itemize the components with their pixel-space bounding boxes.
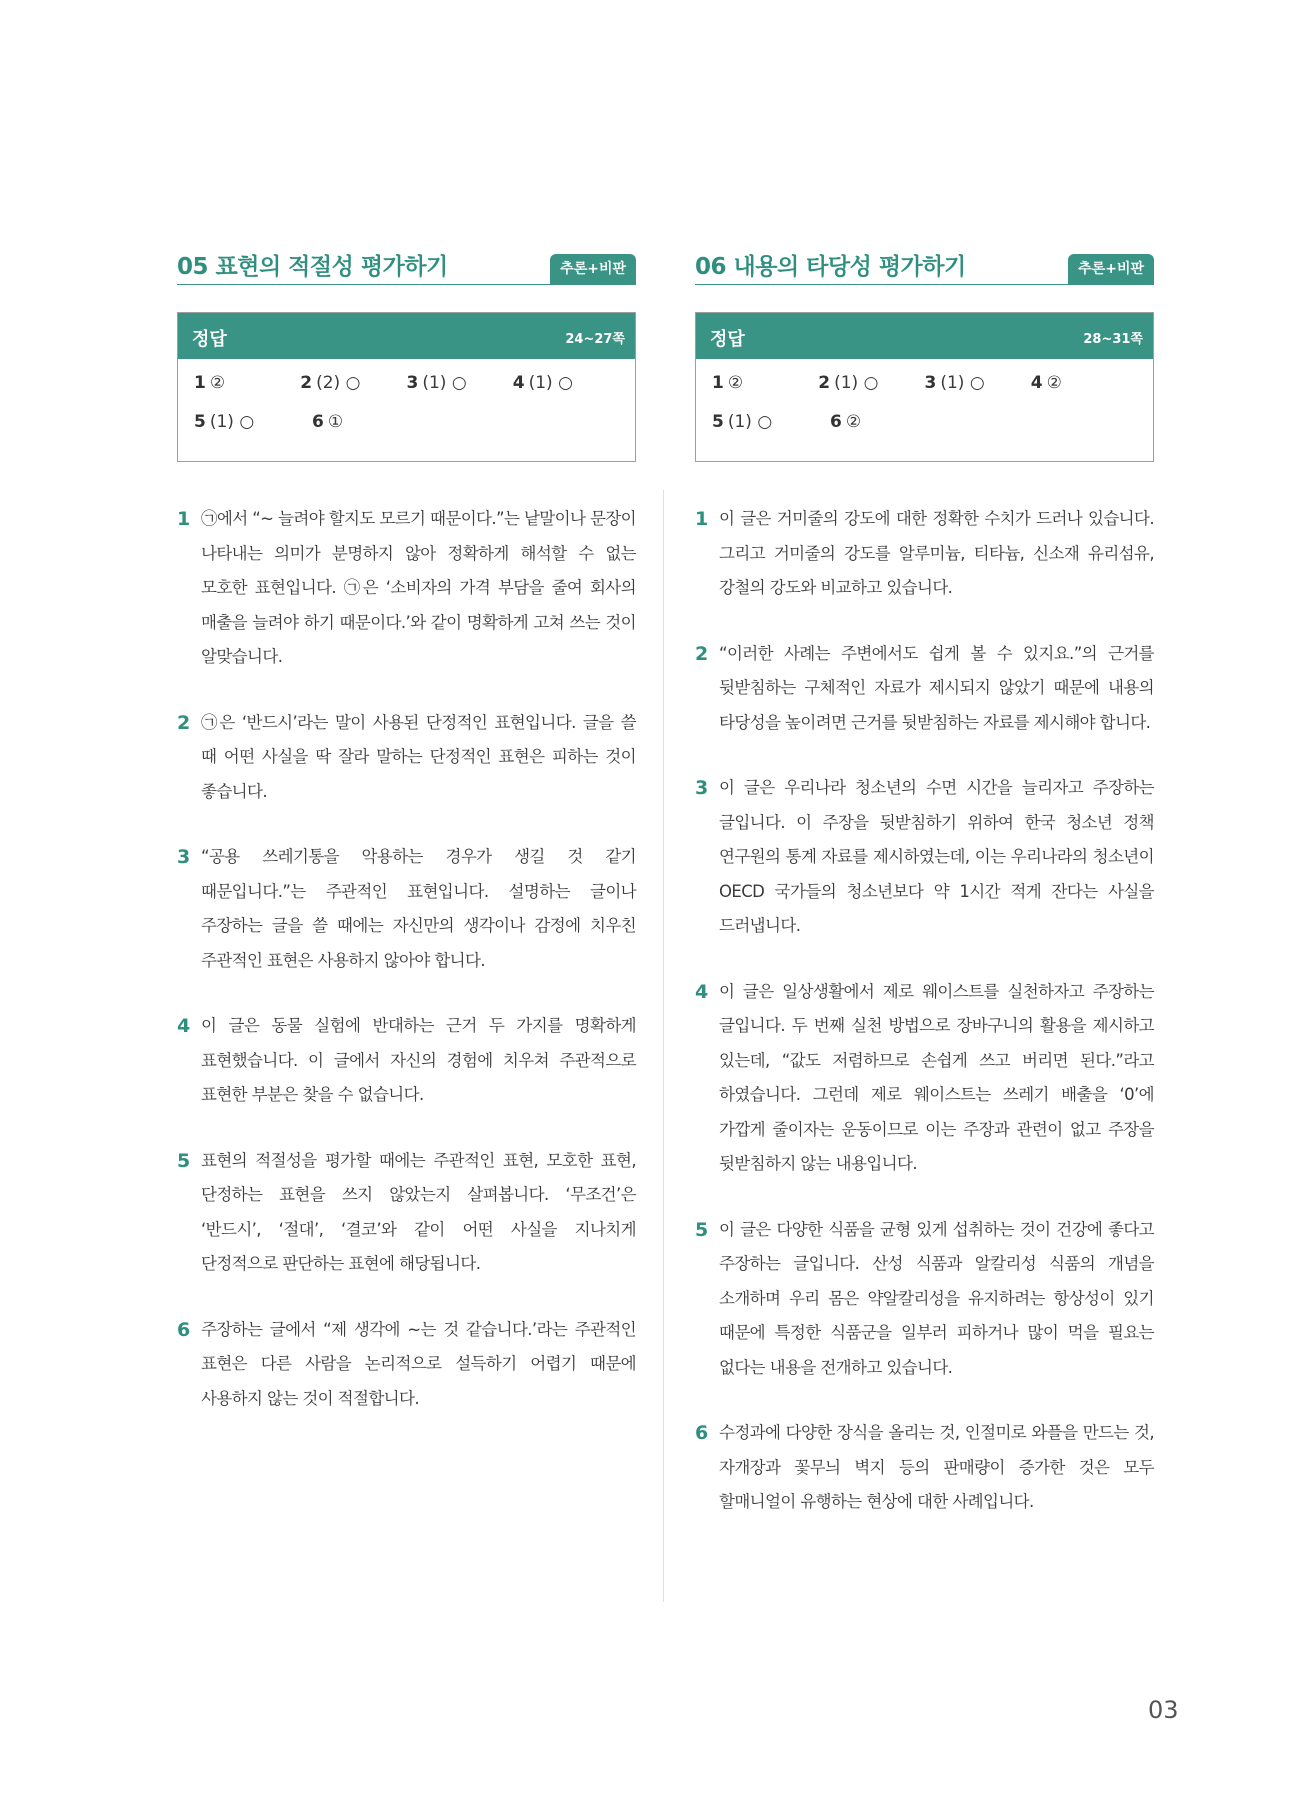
item-text: 수정과에 다양한 장식을 올리는 것, 인절미로 와플을 만드는 것, 자개장과 꽃무늬 벽지 등의 판매량이 증가한 것은 모두 할매니얼이 유행하는 현상에 대한 사례입니다. [719, 1423, 1154, 1511]
answer-value: (1) ○ [528, 373, 573, 393]
item-number: 3 [695, 777, 709, 799]
answer-value: ② [845, 412, 862, 432]
answer-value: (1) ○ [940, 373, 985, 393]
answer-number: 4 [512, 373, 525, 393]
answer-value: ② [209, 373, 226, 393]
right-column [695, 248, 1154, 1551]
answer-row [712, 412, 1137, 451]
answer-cell [513, 373, 619, 412]
answer-cell [818, 373, 924, 412]
explanation-item [177, 706, 636, 810]
section-title: 05 표현의 적절성 평가하기 [177, 254, 448, 280]
section-tag: 추론+비판 [1068, 254, 1154, 284]
answer-cell [1031, 373, 1137, 412]
answer-cell [312, 412, 430, 451]
section-tag: 추론+비판 [550, 254, 636, 284]
explanation-item [695, 975, 1154, 1182]
answer-number: 3 [406, 373, 419, 393]
item-text: 이 글은 거미줄의 강도에 대한 정확한 수치가 드러나 있습니다. 그리고 거미줄의 강도를 알루미늄, 티타늄, 신소재 유리섬유, 강철의 강도와 비교하고 있습니다. [719, 509, 1154, 597]
answer-number: 5 [712, 412, 724, 432]
answer-cell [712, 412, 830, 451]
explanation-list [695, 502, 1154, 1520]
answer-value: ① [327, 412, 344, 432]
answer-pages: 28~31쪽 [1083, 332, 1143, 347]
explanation-item [177, 1144, 636, 1282]
answer-box [695, 312, 1154, 462]
item-number: 2 [177, 711, 191, 734]
answer-row [194, 373, 619, 412]
answer-cell [300, 373, 406, 412]
item-number: 2 [695, 642, 709, 665]
section-header [695, 248, 1154, 285]
explanation-item [177, 1009, 636, 1113]
answer-number: 6 [830, 412, 842, 432]
answer-value: (2) ○ [316, 373, 361, 393]
item-number: 1 [177, 508, 191, 530]
answer-cell [407, 373, 513, 412]
answer-number: 3 [924, 373, 937, 393]
item-number: 6 [177, 1318, 191, 1341]
explanation-item [177, 1313, 636, 1417]
left-column [177, 248, 636, 1447]
item-number: 5 [695, 1218, 709, 1241]
explanation-item [695, 771, 1154, 944]
explanation-item [177, 502, 636, 675]
page-number: 03 [1148, 1696, 1179, 1724]
answer-cell [830, 412, 948, 451]
item-text: 이 글은 우리나라 청소년의 수면 시간을 늘리자고 주장하는 글입니다. 이 주장을 뒷받침하기 위하여 한국 청소년 정책 연구원의 통계 자료를 제시하였는데, 이는 우리나라의 청소년이 OECD 국가들의 청소년보다 약 1시간 적게 잔다는 사실을 드러냅니다. [719, 778, 1154, 935]
answer-number: 1 [194, 373, 206, 393]
answer-value: (1) ○ [209, 412, 255, 432]
item-text: “공용 쓰레기통을 악용하는 경우가 생길 것 같기 때문입니다.”는 주관적인 표현입니다. 설명하는 글이나 주장하는 글을 쓸 때에는 자신만의 생각이나 감정에 치우친 주관적인 표현은 사용하지 않아야 합니다. [201, 847, 636, 970]
answer-grid [178, 359, 635, 461]
answer-cell [194, 412, 312, 451]
item-text: ㉠에서 “~ 늘려야 할지도 모르기 때문이다.”는 낱말이나 문장이 나타내는 의미가 분명하지 않아 정확하게 해석할 수 없는 모호한 표현입니다. ㉠은 ‘소비자의 가격 부담을 줄여 회사의 매출을 늘려야 하기 때문이다.’와 같이 명확하게 고쳐 쓰는 것이 알맞습니다. [201, 509, 636, 666]
answer-box-header [696, 313, 1153, 359]
answer-number: 2 [300, 373, 313, 393]
answer-number: 6 [312, 412, 324, 432]
item-text: ㉠은 ‘반드시’라는 말이 사용된 단정적인 표현입니다. 글을 쓸 때 어떤 사실을 딱 잘라 말하는 단정적인 표현은 피하는 것이 좋습니다. [201, 712, 636, 801]
explanation-item [695, 1213, 1154, 1386]
item-text: 이 글은 동물 실험에 반대하는 근거 두 가지를 명확하게 표현했습니다. 이 글에서 자신의 경험에 치우쳐 주관적으로 표현한 부분은 찾을 수 없습니다. [201, 1016, 636, 1104]
item-text: “이러한 사례는 주변에서도 쉽게 볼 수 있지요.”의 근거를 뒷받침하는 구체적인 자료가 제시되지 않았기 때문에 내용의 타당성을 높이려면 근거를 뒷받침하는 자료를 제시해야 합니다. [719, 643, 1154, 732]
answer-row [712, 373, 1137, 412]
answer-number: 2 [818, 373, 831, 393]
explanation-item [695, 1416, 1154, 1520]
answer-label: 정답 [710, 329, 745, 350]
explanation-item [695, 637, 1154, 741]
answer-row [194, 412, 619, 451]
answer-label: 정답 [192, 329, 227, 350]
column-divider [663, 490, 664, 1602]
answer-cell [194, 373, 300, 412]
explanation-item [695, 502, 1154, 606]
answer-number: 5 [194, 412, 206, 432]
section-header [177, 248, 636, 285]
item-text: 표현의 적절성을 평가할 때에는 주관적인 표현, 모호한 표현, 단정하는 표현을 쓰지 않았는지 살펴봅니다. ‘무조건’은 ‘반드시’, ‘절대’, ‘결코’와 같이 어떤 사실을 지나치게 단정적으로 판단하는 표현에 해당됩니다. [201, 1150, 636, 1273]
item-text: 주장하는 글에서 “제 생각에 ~는 것 같습니다.’라는 주관적인 표현은 다른 사람을 논리적으로 설득하기 어렵기 때문에 사용하지 않는 것이 적절합니다. [201, 1319, 636, 1408]
explanation-item [177, 840, 636, 978]
item-text: 이 글은 일상생활에서 제로 웨이스트를 실천하자고 주장하는 글입니다. 두 번째 실천 방법으로 장바구니의 활용을 제시하고 있는데, “값도 저렴하므로 손쉽게 쓰고 버리면 된다.”라고 하였습니다. 그런데 제로 웨이스트는 쓰레기 배출을 ‘0’에 가깝게 줄이자는 운동이므로 이는 주장과 관련이 없고 주장을 뒷받침하지 않는 내용입니다. [719, 981, 1154, 1173]
answer-value: ② [1046, 373, 1062, 393]
item-number: 4 [695, 980, 709, 1003]
item-number: 4 [177, 1015, 191, 1037]
item-number: 3 [177, 846, 191, 868]
answer-pages: 24~27쪽 [565, 332, 625, 347]
item-number: 5 [177, 1149, 191, 1172]
item-text: 이 글은 다양한 식품을 균형 있게 섭취하는 것이 건강에 좋다고 주장하는 글입니다. 산성 식품과 알칼리성 식품의 개념을 소개하며 우리 몸은 약알칼리성을 유지하려는 항상성이 있기 때문에 특정한 식품군을 일부러 피하거나 많이 먹을 필요는 없다는 내용을 전개하고 있습니다. [719, 1219, 1154, 1377]
answer-cell [712, 373, 818, 412]
section-title: 06 내용의 타당성 평가하기 [695, 254, 966, 280]
answer-value: (1) ○ [727, 412, 773, 432]
answer-value: (1) ○ [422, 373, 467, 393]
explanation-list [177, 502, 636, 1416]
answer-value: (1) ○ [834, 373, 879, 393]
answer-number: 4 [1030, 373, 1043, 393]
item-number: 6 [695, 1422, 709, 1444]
item-number: 1 [695, 508, 709, 530]
answer-value: ② [727, 373, 744, 393]
answer-box [177, 312, 636, 462]
answer-grid [696, 359, 1153, 461]
answer-box-header [178, 313, 635, 359]
answer-cell [925, 373, 1031, 412]
answer-number: 1 [712, 373, 724, 393]
